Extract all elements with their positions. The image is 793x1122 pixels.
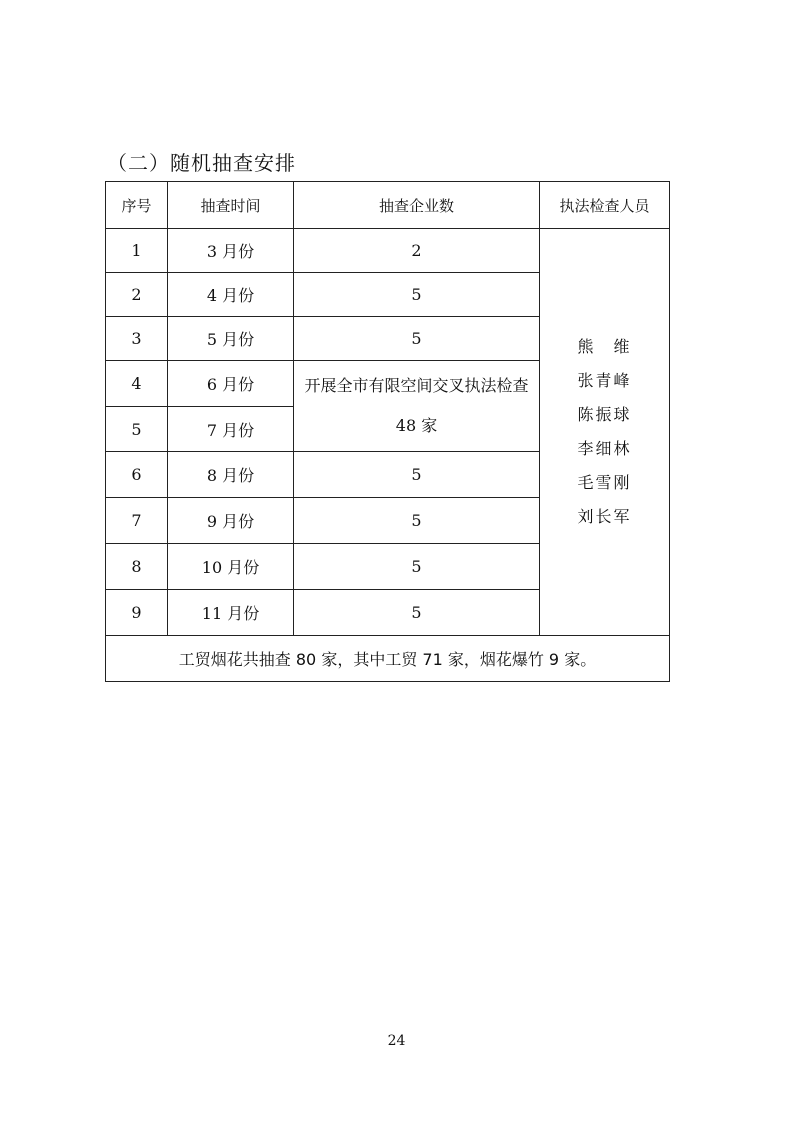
row-index: 2 — [106, 273, 168, 317]
row-count: 5 — [294, 498, 540, 544]
row-time: 4 月份 — [168, 273, 294, 317]
row-count: 5 — [294, 544, 540, 590]
page-number: 24 — [387, 1033, 406, 1049]
row-count: 5 — [294, 317, 540, 361]
row-index: 5 — [106, 407, 168, 452]
inspectors-cell — [540, 229, 670, 636]
row-index: 6 — [106, 452, 168, 498]
row-index: 4 — [106, 361, 168, 407]
header-time: 抽查时间 — [168, 182, 294, 229]
row-count: 5 — [294, 273, 540, 317]
row-index: 9 — [106, 590, 168, 636]
row-count: 2 — [294, 229, 540, 273]
inspector-name: 毛雪刚 — [577, 473, 632, 492]
row-time: 6 月份 — [168, 361, 294, 407]
merged-count-cell: 开展全市有限空间交叉执法检查 48 家 — [294, 361, 540, 452]
row-time: 7 月份 — [168, 407, 294, 452]
inspector-name: 熊 维 — [577, 337, 632, 356]
row-time: 5 月份 — [168, 317, 294, 361]
table-header-row — [106, 182, 670, 229]
table-row — [106, 229, 670, 273]
row-time: 3 月份 — [168, 229, 294, 273]
row-time: 9 月份 — [168, 498, 294, 544]
row-index: 7 — [106, 498, 168, 544]
inspector-name: 张青峰 — [577, 371, 632, 390]
section-title: （二）随机抽查安排 — [107, 151, 296, 175]
summary-cell: 工贸烟花共抽查 80 家，其中工贸 71 家，烟花爆竹 9 家。 — [106, 636, 670, 682]
row-time: 11 月份 — [168, 590, 294, 636]
row-index: 3 — [106, 317, 168, 361]
row-count: 5 — [294, 452, 540, 498]
header-count: 抽查企业数 — [294, 182, 540, 229]
header-index: 序号 — [106, 182, 168, 229]
header-inspectors: 执法检查人员 — [540, 182, 670, 229]
row-index: 8 — [106, 544, 168, 590]
inspector-name: 刘长军 — [577, 507, 632, 526]
inspection-schedule-table — [105, 181, 670, 682]
inspector-name: 陈振球 — [577, 405, 632, 424]
row-index: 1 — [106, 229, 168, 273]
summary-row — [106, 636, 670, 682]
inspector-name: 李细林 — [577, 439, 632, 458]
row-time: 8 月份 — [168, 452, 294, 498]
row-time: 10 月份 — [168, 544, 294, 590]
row-count: 5 — [294, 590, 540, 636]
